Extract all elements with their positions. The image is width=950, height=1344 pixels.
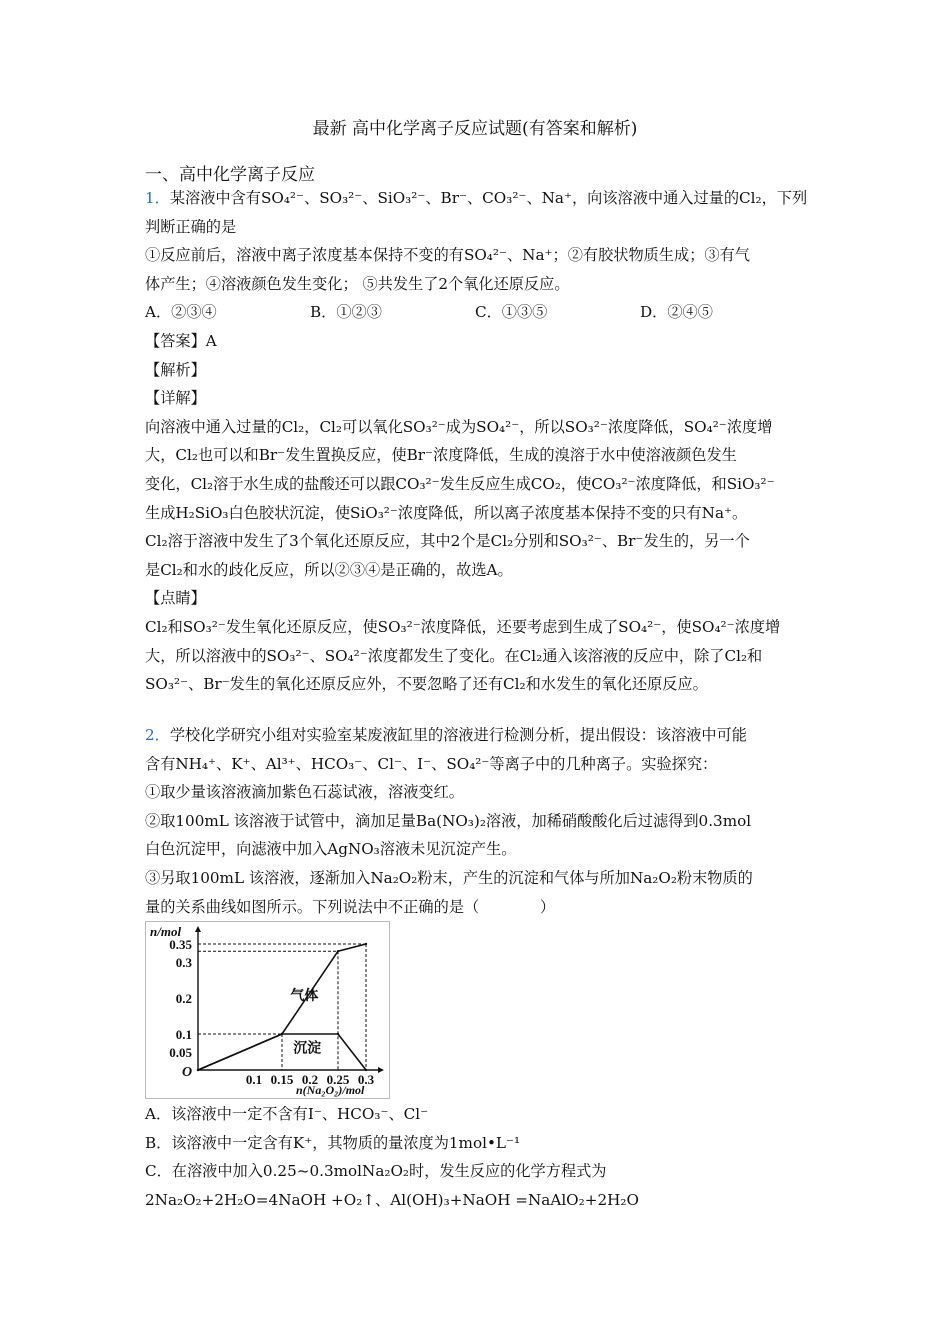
question-1 bbox=[145, 184, 815, 699]
data-point bbox=[337, 1033, 339, 1035]
step-3-cont: 量的关系曲线如图所示。下列说法中不正确的是（ ） bbox=[145, 897, 556, 916]
x-tick-label: 0.3 bbox=[357, 1072, 375, 1087]
question-2-options bbox=[145, 1100, 815, 1214]
y-tick-label: 0.05 bbox=[169, 1045, 192, 1060]
chart-svg bbox=[146, 922, 389, 1098]
step-1: ①取少量该溶液滴加紫色石蕊试液，溶液变红。 bbox=[145, 783, 464, 802]
data-point bbox=[197, 1069, 199, 1071]
y-tick-label: 0.35 bbox=[169, 937, 192, 952]
option-c: C．在溶液中加入0.25~0.3molNa₂O₂时，发生反应的化学方程式为 bbox=[145, 1162, 607, 1181]
detail-line: 向溶液中通入过量的Cl₂，Cl₂可以氧化SO₃²⁻成为SO₄²⁻，所以SO₃²⁻浓度降低，SO₄²⁻浓度增 bbox=[145, 417, 773, 436]
step-3: ③另取100mL 该溶液，逐渐加入Na₂O₂粉末，产生的沉淀和气体与所加Na₂O₂粉末物质的 bbox=[145, 868, 753, 887]
detail-line: Cl₂溶于溶液中发生了3个氧化还原反应，其中2个是Cl₂分别和SO₃²⁻、Br⁻发生的，另一个 bbox=[145, 532, 750, 551]
statements: ①反应前后，溶液中离子浓度基本保持不变的有SO₄²⁻、Na⁺；②有胶状物质生成；③有气 bbox=[145, 246, 750, 265]
y-axis-arrow bbox=[195, 926, 201, 932]
detail-line: 是Cl₂和水的歧化反应，所以②③④是正确的，故选A。 bbox=[145, 560, 513, 579]
tip-label: 【点睛】 bbox=[145, 589, 206, 608]
question-stem-cont: 判断正确的是 bbox=[145, 217, 237, 236]
question-stem-cont: 含有NH₄⁺、K⁺、Al³⁺、HCO₃⁻、Cl⁻、I⁻、SO₄²⁻等离子中的几种离子。实验探究： bbox=[145, 754, 718, 773]
y-tick-label: 0.1 bbox=[175, 1027, 192, 1042]
options-row bbox=[145, 298, 815, 327]
x-tick-label: 0.25 bbox=[326, 1072, 350, 1087]
x-axis-label: n(Na₂O₂)/mol bbox=[296, 1083, 365, 1097]
option-c: C．①③⑤ bbox=[475, 303, 548, 322]
x-tick-label: 0.2 bbox=[301, 1072, 319, 1087]
question-number: 2． bbox=[145, 726, 170, 744]
tip-line: 大，所以溶液中的SO₃²⁻、SO₄²⁻浓度都发生了变化。在Cl₂通入该溶液的反应中，除了Cl₂和 bbox=[145, 646, 763, 665]
step-2: ②取100mL 该溶液于试管中，滴加足量Ba(NO₃)₂溶液，加稀硝酸酸化后过滤得到0.3mol bbox=[145, 811, 752, 830]
origin-label: O bbox=[182, 1065, 193, 1080]
data-point bbox=[365, 1069, 367, 1071]
option-a: A．②③④ bbox=[145, 303, 217, 322]
detail-line: 变化，Cl₂溶于水生成的盐酸还可以跟CO₃²⁻发生反应生成CO₂，使CO₃²⁻浓度降低，和SiO₃²⁻ bbox=[145, 474, 775, 493]
question-stem: 某溶液中含有SO₄²⁻、SO₃²⁻、SiO₃²⁻、Br⁻、CO₃²⁻、Na⁺，向该溶液中通入过量的Cl₂，下列 bbox=[169, 189, 808, 207]
option-a: A．该溶液中一定不含有I⁻、HCO₃⁻、Cl⁻ bbox=[145, 1105, 429, 1123]
option-c-equation: 2Na₂O₂+2H₂O=4NaOH +O₂↑、Al(OH)₃+NaOH =NaAlO₂+2H₂O bbox=[145, 1190, 639, 1209]
option-d: D．②④⑤ bbox=[640, 303, 713, 322]
analysis-label: 【解析】 bbox=[145, 360, 206, 379]
option-b: B．该溶液中一定含有K⁺，其物质的量浓度为1mol•L⁻¹ bbox=[145, 1133, 521, 1152]
series-label-gas: 气体 bbox=[290, 989, 319, 1004]
page-title: 最新 高中化学离子反应试题(有答案和解析) bbox=[312, 119, 638, 139]
x-axis-arrow bbox=[378, 1067, 384, 1073]
data-point bbox=[281, 1033, 283, 1035]
question-2 bbox=[145, 721, 815, 921]
step-2-cont: 白色沉淀甲，向滤液中加入AgNO₃溶液未见沉淀产生。 bbox=[145, 840, 517, 859]
chart-figure bbox=[145, 921, 390, 1099]
section-heading: 一、高中化学离子反应 bbox=[145, 165, 315, 185]
series-label-precipitate: 沉淀 bbox=[293, 1041, 322, 1057]
y-tick-label: 0.3 bbox=[175, 955, 192, 970]
statements-cont: 体产生；④溶液颜色发生变化； ⑤共发生了2个氧化还原反应。 bbox=[145, 274, 570, 293]
answer: 【答案】A bbox=[145, 331, 217, 350]
y-axis-label: n/mol bbox=[150, 924, 182, 939]
detail-line: 生成H₂SiO₃白色胶状沉淀，使SiO₃²⁻浓度降低，所以离子浓度基本保持不变的只有Na⁺。 bbox=[145, 503, 748, 522]
x-tick-label: 0.1 bbox=[245, 1072, 263, 1087]
question-stem: 学校化学研究小组对实验室某废液缸里的溶液进行检测分析，提出假设：该溶液中可能 bbox=[169, 726, 747, 744]
x-tick-label: 0.15 bbox=[270, 1072, 294, 1087]
y-tick-label: 0.2 bbox=[175, 991, 192, 1006]
detail-line: 大，Cl₂也可以和Br⁻发生置换反应，使Br⁻浓度降低，生成的溴溶于水中使溶液颜色发生 bbox=[145, 446, 737, 465]
data-point bbox=[365, 943, 367, 945]
tip-line: Cl₂和SO₃²⁻发生氧化还原反应，使SO₃²⁻浓度降低，还要考虑到生成了SO₄²⁻，使SO₄²⁻浓度增 bbox=[145, 617, 781, 636]
data-point bbox=[337, 950, 339, 952]
tip-line: SO₃²⁻、Br⁻发生的氧化还原反应外，不要忽略了还有Cl₂和水发生的氧化还原反应。 bbox=[145, 675, 708, 694]
option-b: B．①②③ bbox=[310, 303, 382, 322]
question-number: 1． bbox=[145, 189, 170, 207]
detail-label: 【详解】 bbox=[145, 389, 206, 408]
